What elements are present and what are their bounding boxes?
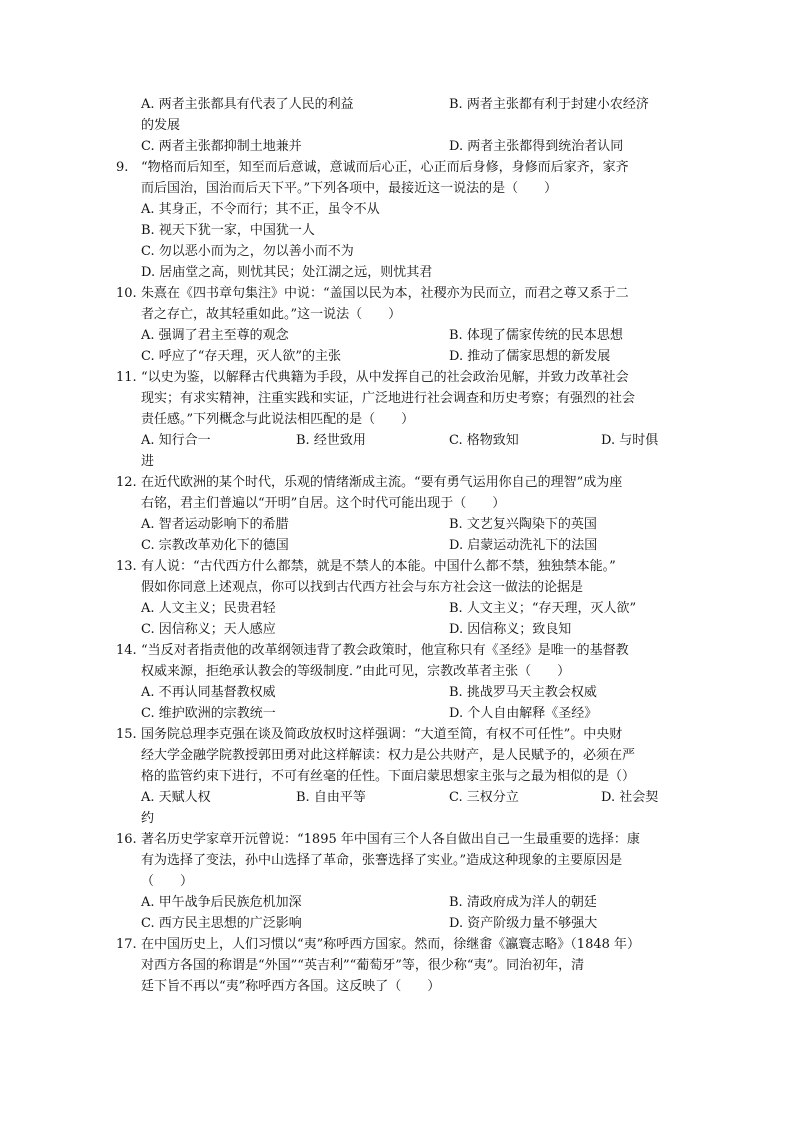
q14-stem-line: 权威来源，拒绝承认教会的等级制度．”由此可见，宗教改革者主张（ ） — [141, 664, 571, 679]
q15-number: 15. — [116, 727, 137, 742]
q11-option-b: B. 经世致用 — [296, 433, 366, 448]
q16-option-d: D. 资产阶级力量不够强大 — [449, 916, 598, 931]
q14-option-c: C. 维护欧洲的宗教统一 — [141, 706, 276, 721]
q12-option-c: C. 宗教改革劝化下的德国 — [141, 538, 289, 553]
q9-stem-line: 而后国治，国治而后天下平。”下列各项中，最接近这一说法的是（ ） — [141, 181, 558, 196]
q10-option-a: A. 强调了君主至尊的观念 — [141, 328, 289, 343]
q17-stem-line: 对西方各国的称谓是“外国”“英吉利”“葡萄牙”等，很少称“夷”。同治初年，清 — [141, 958, 585, 973]
q17-stem-line: 廷下旨不再以“夷”称呼西方各国。这反映了（ ） — [141, 979, 441, 994]
q11-stem-line: 责任感。”下列概念与此说法相匹配的是（ ） — [141, 412, 415, 427]
q11-option-d-wrap: 进 — [141, 454, 155, 469]
q14-stem-line: “当反对者指责他的改革纲领违背了教会政策时，他宣称只有《圣经》是唯一的基督教 — [141, 643, 629, 658]
q14-number: 14. — [116, 643, 137, 658]
q11-option-a: A. 知行合一 — [141, 433, 211, 448]
q13-option-a: A. 人文主义；民贵君轻 — [141, 601, 276, 616]
q11-stem-line: 现实；有求实精神，注重实践和实证，广泛地进行社会调查和历史考察；有强烈的社会 — [141, 391, 636, 406]
q13-option-d: D. 因信称义；致良知 — [449, 622, 572, 637]
q17-stem-line: 在中国历史上，人们习惯以“夷”称呼西方国家。然而，徐继畬《瀛寰志略》（1848 年） — [141, 937, 641, 952]
q9-option-c: C. 勿以恶小而为之，勿以善小而不为 — [141, 244, 354, 259]
q16-number: 16. — [116, 832, 137, 847]
q8-option-b: B. 两者主张都有利于封建小农经济 — [449, 97, 649, 112]
q16-stem-line: （ ） — [141, 874, 194, 889]
q16-option-a: A. 甲午战争后民族危机加深 — [141, 895, 302, 910]
q12-stem-line: 在近代欧洲的某个时代，乐观的情绪渐成主流。“要有勇气运用你自己的理智”成为座 — [141, 475, 623, 490]
q14-option-d: D. 个人自由解释《圣经》 — [449, 706, 598, 721]
q17-number: 17. — [116, 937, 137, 952]
q10-option-c: C. 呼应了“存天理，灭人欲”的主张 — [141, 349, 342, 364]
q16-stem-line: 有为选择了变法，孙中山选择了革命，张謇选择了实业。”造成这种现象的主要原因是 — [141, 853, 623, 868]
q14-option-a: A. 不再认同基督教权威 — [141, 685, 276, 700]
q12-stem-line: 右铭，君主们普遍以“开明”自居。这个时代可能出现于（ ） — [141, 496, 506, 511]
q11-stem-line: “以史为鉴，以解释古代典籍为手段，从中发挥自己的社会政治见解，并致力改革社会 — [141, 370, 629, 385]
q16-option-b: B. 清政府成为洋人的朝廷 — [449, 895, 597, 910]
q12-option-a: A. 智者运动影响下的希腊 — [141, 517, 289, 532]
q11-option-c: C. 格物致知 — [449, 433, 519, 448]
q9-stem-line: “物格而后知至，知至而后意诚，意诚而后心正，心正而后身修，身修而后家齐，家齐 — [141, 160, 629, 175]
q15-option-b: B. 自由平等 — [296, 790, 366, 805]
q12-option-d: D. 启蒙运动洗礼下的法国 — [449, 538, 598, 553]
q13-option-b: B. 人文主义；“存天理，灭人欲” — [449, 601, 637, 616]
q13-option-c: C. 因信称义；天人感应 — [141, 622, 276, 637]
q9-option-d: D. 居庙堂之高，则忧其民；处江湖之远，则忧其君 — [141, 265, 433, 280]
q9-option-a: A. 其身正，不令而行；其不正，虽令不从 — [141, 202, 380, 217]
q9-number: 9. — [116, 160, 129, 175]
q15-option-d-wrap: 约 — [141, 811, 155, 826]
q12-number: 12. — [116, 475, 137, 490]
q10-stem-line: 朱熹在《四书章句集注》中说：“盖国以民为本，社稷亦为民而立，而君之尊又系于二 — [141, 286, 629, 301]
q16-stem-line: 著名历史学家章开沅曾说：“1895 年中国有三个人各自做出自己一生最重要的选择：康 — [141, 832, 640, 847]
q13-stem-line: 假如你同意上述观点，你可以找到古代西方社会与东方社会这一做法的论据是 — [141, 580, 584, 595]
q8-option-b-wrap: 的发展 — [141, 118, 181, 133]
q10-option-b: B. 体现了儒家传统的民本思想 — [449, 328, 623, 343]
q13-stem-line: 有人说：“古代西方什么都禁，就是不禁人的本能。中国什么都不禁，独独禁本能。” — [141, 559, 616, 574]
q10-number: 10. — [116, 286, 137, 301]
q11-option-d: D. 与时俱 — [601, 433, 659, 448]
q15-stem-line: 国务院总理李克强在谈及简政放权时这样强调：“大道至简，有权不可任性”。中央财 — [141, 727, 623, 742]
q8-option-d: D. 两者主张都得到统治者认同 — [449, 139, 624, 154]
q15-stem-line: 格的监管约束下进行，不可有丝毫的任性。下面启蒙思想家主张与之最为相似的是（） — [141, 769, 636, 784]
q12-option-b: B. 文艺复兴陶染下的英国 — [449, 517, 597, 532]
q10-option-d: D. 推动了儒家思想的新发展 — [449, 349, 611, 364]
q8-option-c: C. 两者主张都抑制土地兼并 — [141, 139, 302, 154]
q13-number: 13. — [116, 559, 137, 574]
q11-number: 11. — [116, 370, 137, 385]
q15-stem-line: 经大学金融学院教授郭田勇对此这样解读：权力是公共财产，是人民赋予的，必须在严 — [141, 748, 636, 763]
q8-option-a: A. 两者主张都具有代表了人民的利益 — [141, 97, 354, 112]
q10-stem-line: 者之存亡，故其轻重如此。”这一说法（ ） — [141, 307, 402, 322]
q14-option-b: B. 挑战罗马天主教会权威 — [449, 685, 597, 700]
q15-option-d: D. 社会契 — [601, 790, 659, 805]
q15-option-c: C. 三权分立 — [449, 790, 519, 805]
q9-option-b: B. 视天下犹一家，中国犹一人 — [141, 223, 315, 238]
q16-option-c: C. 西方民主思想的广泛影响 — [141, 916, 302, 931]
q15-option-a: A. 天赋人权 — [141, 790, 211, 805]
